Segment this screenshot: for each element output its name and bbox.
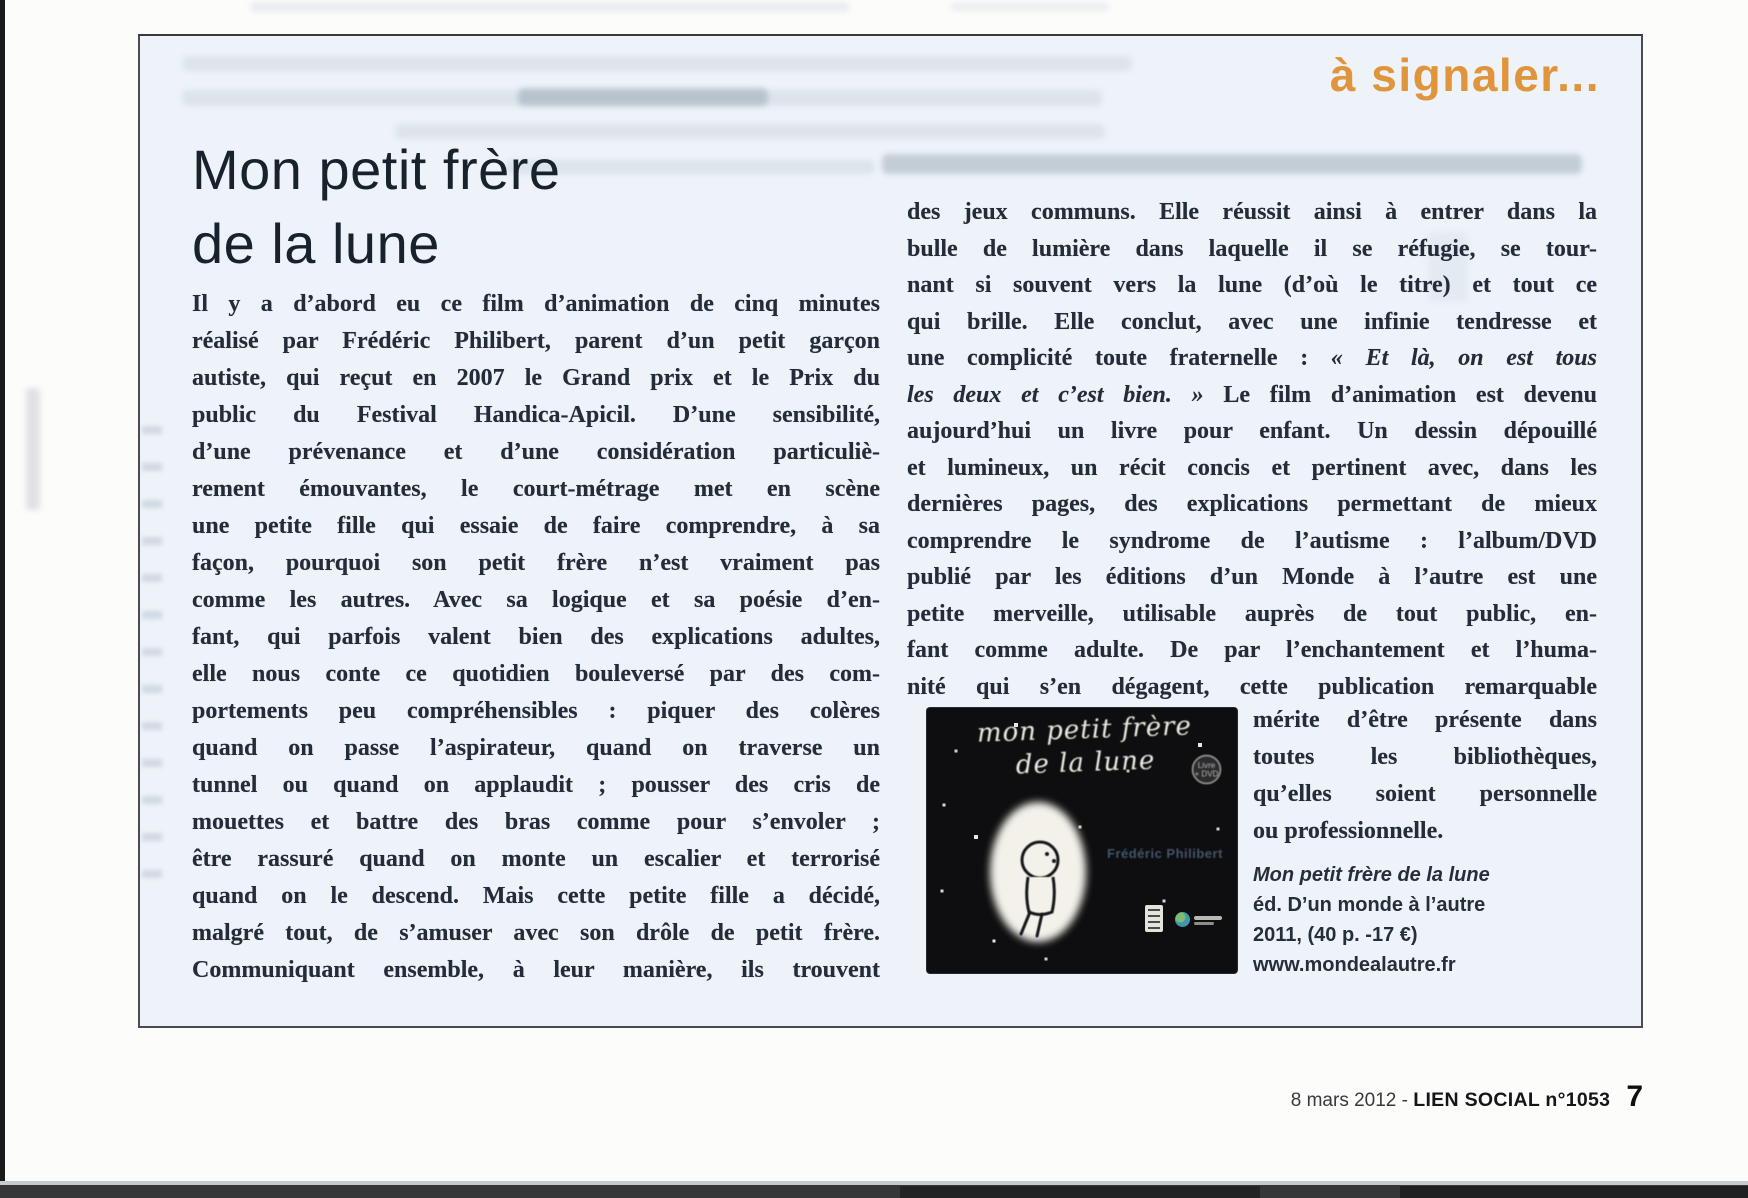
text-line: dernières pages, des explications permettant de mieux: [907, 491, 1597, 517]
text-line: d’une prévenance et d’une considération particuliè-: [192, 439, 880, 465]
scan-edge-bottom: [0, 1181, 1748, 1198]
text-line: publié par les éditions d’un Monde à l’autre est une: [907, 564, 1597, 590]
badge-line2: + DVD: [1194, 768, 1219, 778]
text-line: Communiquant ensemble, à leur manière, ils trouvent: [192, 957, 880, 983]
text-line: qui brille. Elle conclut, avec une infinie tendresse et: [907, 308, 1597, 335]
text-line: des jeux communs. Elle réussit ainsi à entrer dans la: [907, 199, 1597, 225]
book-cover-author: Frédéric Philibert: [1107, 846, 1223, 861]
livre-dvd-badge: [1192, 755, 1222, 785]
book-cover-title: [974, 710, 1196, 784]
text-line: quand on le descend. Mais cette petite fille a décidé,: [192, 883, 880, 909]
text-line: petite merveille, utilisable auprès de tout public, en-: [907, 600, 1597, 627]
section-label: à signaler...: [1329, 49, 1600, 101]
bleedthrough-artifact: [250, 2, 850, 12]
quote-italic-segment: les deux et c’est bien. »: [907, 381, 1204, 408]
bleedthrough-artifact: [142, 426, 162, 906]
article-title: [192, 133, 561, 281]
text-line: malgré tout, de s’amuser avec son drôle de petit frère.: [192, 920, 880, 946]
text-line: bulle de lumière dans laquelle il se réfugie, se tour-: [907, 235, 1597, 262]
text-line: toutes les bibliothèques,: [1253, 744, 1597, 770]
footer-date: 8 mars 2012 -: [1290, 1090, 1414, 1111]
bleedthrough-artifact: [950, 3, 1110, 11]
text-line: comme les autres. Avec sa logique et sa poésie d’en-: [192, 587, 880, 613]
distributor-logo-icon: [1175, 912, 1225, 928]
text-line: tunnel ou quand on applaudit ; pousser des cris de: [192, 772, 880, 798]
book-cover-title-line1: mon petit frère: [976, 711, 1193, 749]
scan-edge-left: [0, 0, 5, 1183]
article-box: [138, 34, 1643, 1028]
publisher-logo-icon: [1145, 905, 1163, 932]
article-title-line2: de la lune: [192, 212, 440, 275]
text-line: autiste, qui reçut en 2007 le Grand prix et le Prix du: [192, 365, 880, 391]
bleedthrough-artifact: [882, 154, 1582, 174]
text-line: mérite d’être présente dans: [1253, 707, 1597, 733]
text-line: être rassuré quand on monte un escalier et terrorisé: [192, 846, 880, 872]
text-line: fant, qui parfois valent bien des explications adultes,: [192, 624, 880, 650]
text-line: nité qui s’en dégagent, cette publication remarquable: [907, 673, 1597, 700]
text-line: [907, 340, 1597, 377]
quote-italic-segment: « Et là, on est tous: [1330, 345, 1597, 371]
text-line: fant comme adulte. De par l’enchantement et l’huma-: [907, 637, 1597, 663]
book-reference-publisher: éd. D’un monde à l’autre: [1253, 894, 1486, 916]
book-reference: [1253, 860, 1613, 980]
footer-magazine-issue: LIEN SOCIAL n°1053: [1413, 1089, 1611, 1111]
text-line: elle nous conte ce quotidien bouleversé par des com-: [192, 661, 880, 687]
text-line: et lumineux, un récit concis et pertinent avec, dans les: [907, 454, 1597, 481]
text-segment: une complicité toute fraternelle :: [907, 345, 1331, 371]
bleedthrough-artifact: [182, 56, 1132, 71]
child-drawing: [990, 802, 1086, 942]
globe-icon: [1175, 912, 1190, 927]
text-line: façon, pourquoi son petit frère n’est vraiment pas: [192, 550, 880, 576]
book-reference-title: Mon petit frère de la lune: [1253, 864, 1490, 886]
page-footer: [1291, 1080, 1643, 1120]
book-cover-title-line2: de la lune: [1015, 745, 1156, 781]
logo-wordmark: [1194, 922, 1214, 925]
article-left-column: [192, 286, 880, 989]
footer-page-number: 7: [1626, 1080, 1643, 1113]
text-segment: Le film d’animation est devenu: [1203, 381, 1597, 408]
text-line: aujourd’hui un livre pour enfant. Un dessin dépouillé: [907, 418, 1597, 444]
book-reference-details: 2011, (40 p. -17 €): [1253, 924, 1418, 946]
text-line: portements peu compréhensibles : piquer des colères: [192, 698, 880, 724]
logo-wordmark: [1194, 916, 1222, 920]
scan-edge-segment: [900, 1186, 1260, 1198]
scan-shadow: [26, 388, 40, 510]
text-line: qu’elles soient personnelle: [1253, 781, 1597, 807]
text-line: ou professionnelle.: [1253, 818, 1444, 844]
text-line: réalisé par Frédéric Philibert, parent d’un petit garçon: [192, 328, 880, 354]
text-line: Il y a d’abord eu ce film d’animation de cinq minutes: [192, 291, 880, 317]
text-line: [907, 377, 1597, 414]
text-line: nant si souvent vers la lune (d’où le titre) et tout ce: [907, 272, 1597, 298]
badge-line1: Livre: [1197, 760, 1216, 770]
article-right-column: [907, 194, 1597, 705]
text-line: mouettes et battre des bras comme pour s’envoler ;: [192, 809, 880, 835]
text-line: public du Festival Handica-Apicil. D’une sensibilité,: [192, 402, 880, 428]
text-line: rement émouvantes, le court-métrage met en scène: [192, 476, 880, 502]
book-cover-image: [927, 708, 1237, 973]
text-line: une petite fille qui essaie de faire comprendre, à sa: [192, 513, 880, 539]
scan-edge-segment: [1400, 1186, 1748, 1198]
article-wrap-column: [1253, 702, 1597, 850]
bleedthrough-artifact: [518, 88, 768, 106]
article-title-line1: Mon petit frère: [192, 138, 561, 201]
text-line: comprendre le syndrome de l’autisme : l’album/DVD: [907, 527, 1597, 554]
text-line: quand on passe l’aspirateur, quand on traverse un: [192, 735, 880, 761]
book-reference-website: www.mondealautre.fr: [1253, 954, 1456, 976]
stars-decoration: [927, 708, 929, 710]
